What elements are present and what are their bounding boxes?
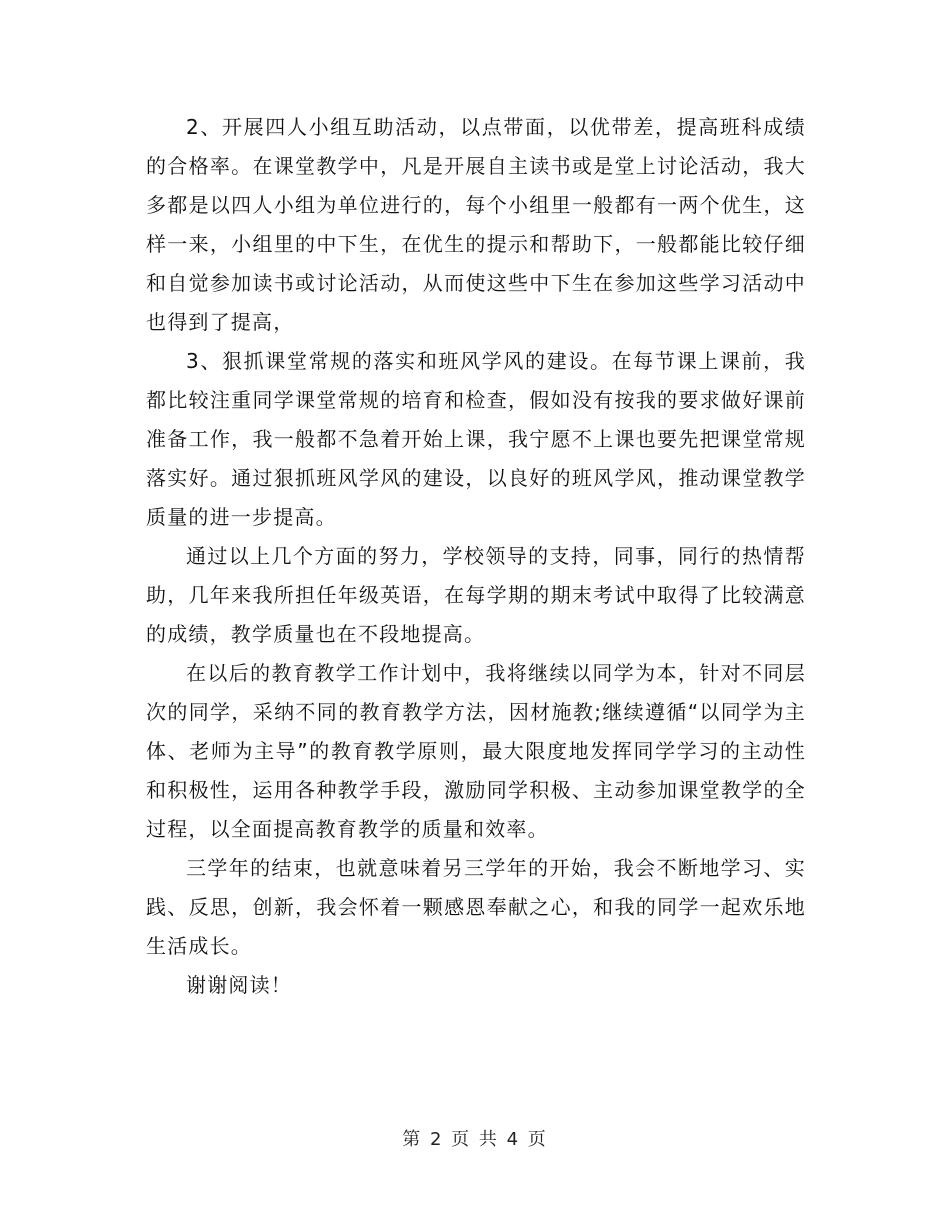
document-body [146,108,806,1005]
paragraph-thanks: 谢谢阅读！ [186,973,292,997]
page-number-footer: 第 2 页 共 4 页 [402,1129,548,1150]
paragraph-year-end: 三学年的结束，也就意味着另三学年的开始，我会不断地学习、实践、反思，创新，我会怀着一颗感恩奉献之心，和我的同学一起欢乐地生活成长。 [146,856,806,958]
paragraph-group-help: 2、开展四人小组互助活动，以点带面，以优带差，提高班科成绩的合格率。在课堂教学中，凡是开展自主读书或是堂上讨论活动，我大多都是以四人小组为单位进行的，每个小组里一般都有一两个优生，这样一来，小组里的中下生，在优生的提示和帮助下，一般都能比较仔细和自觉参加读书或讨论活动，从而使这些中下生在参加这些学习活动中也得到了提高， [146,115,806,334]
paragraph-efforts-result: 通过以上几个方面的努力，学校领导的支持，同事，同行的热情帮助，几年来我所担任年级英语，在每学期的期末考试中取得了比较满意的成绩，教学质量也在不段地提高。 [146,544,806,646]
paragraph-classroom-routine: 3、狠抓课堂常规的落实和班风学风的建设。在每节课上课前，我都比较注重同学课堂常规的培育和检查，假如没有按我的要求做好课前准备工作，我一般都不急着开始上课，我宁愿不上课也要先把课堂常规落实好。通过狠抓班风学风的建设，以良好的班风学风，推动课堂教学质量的进一步提高。 [146,349,806,529]
paragraph-future-plan: 在以后的教育教学工作计划中，我将继续以同学为本，针对不同层次的同学，采纳不同的教育教学方法，因材施教;继续遵循“以同学为主体、老师为主导”的教育教学原则，最大限度地发挥同学学习的主动性和积极性，运用各种教学手段，激励同学积极、主动参加课堂教学的全过程，以全面提高教育教学的质量和效率。 [146,661,806,841]
